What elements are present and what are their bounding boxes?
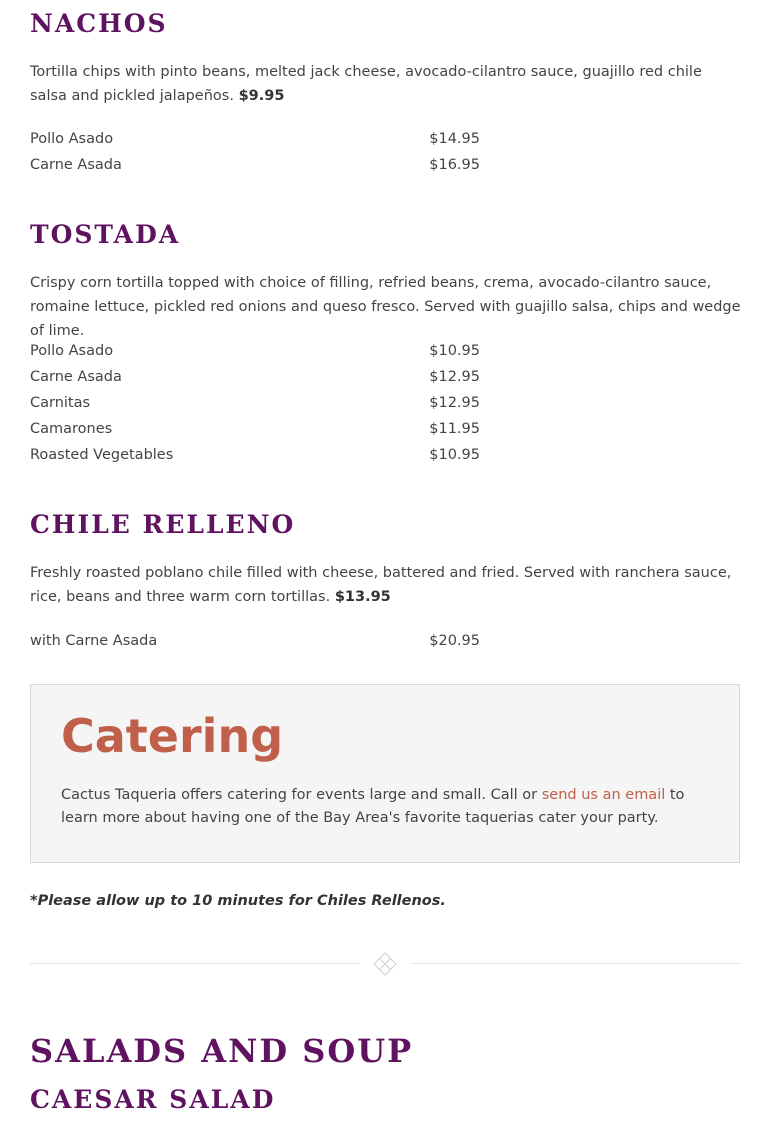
item-name: Camarones [30,421,113,437]
item-price: $11.95 [429,421,480,437]
item-name: Pollo Asado [30,131,114,147]
salads-heading: SALADS AND SOUP [30,1032,414,1070]
menu-row [30,628,480,654]
menu-row [30,364,480,390]
item-price: $16.95 [429,157,480,173]
item-name: Pollo Asado [30,343,114,359]
menu-row [30,442,480,468]
caesar-salad-heading: CAESAR SALAD [30,1085,276,1114]
menu-row [30,390,480,416]
item-name: Roasted Vegetables [30,447,174,463]
divider-line-left [30,963,360,964]
catering-text: Cactus Taqueria offers catering for events large and small. Call or send us an email to learn more about having one of the Bay Area's favorite taquerias cater your party. [61,787,685,826]
menu-row [30,126,480,152]
tostada-description: Crispy corn tortilla topped with choice of filling, refried beans, crema, avocado-cilantro sauce, romaine lettuce, pickled red onions and queso fresco. Served with guajillo salsa, chips and wedge of lime. [30,275,741,339]
divider-line-right [412,963,740,964]
tostada-heading: TOSTADA [30,220,181,249]
item-name: Carne Asada [30,369,122,385]
preparation-note: *Please allow up to 10 minutes for Chiles Rellenos. [30,893,446,909]
item-name: with Carne Asada [30,633,158,649]
item-price: $20.95 [429,633,480,649]
item-price: $14.95 [429,131,480,147]
menu-row [30,338,480,364]
email-link[interactable]: send us an email [541,787,666,803]
nachos-description: Tortilla chips with pinto beans, melted jack cheese, avocado-cilantro sauce, guajillo red chile salsa and pickled jalapeños. $9.95 [30,64,702,104]
item-price: $12.95 [429,395,480,411]
item-name: Carnitas [30,395,91,411]
chile-relleno-heading: CHILE RELLENO [30,510,296,539]
item-price: $10.95 [429,343,480,359]
nachos-heading: NACHOS [30,9,168,38]
item-price: $10.95 [429,447,480,463]
catering-box [30,684,740,863]
menu-row [30,416,480,442]
chile-relleno-description: Freshly roasted poblano chile filled with cheese, battered and fried. Served with ranchera sauce, rice, beans and three warm corn tortillas. $13.95 [30,565,732,605]
item-name: Carne Asada [30,157,122,173]
nachos-base-price: $9.95 [238,88,285,104]
menu-row [30,152,480,178]
item-price: $12.95 [429,369,480,385]
chile-relleno-base-price: $13.95 [334,589,391,605]
catering-title: Catering [61,709,284,763]
diamond-ornament-icon [372,951,398,977]
